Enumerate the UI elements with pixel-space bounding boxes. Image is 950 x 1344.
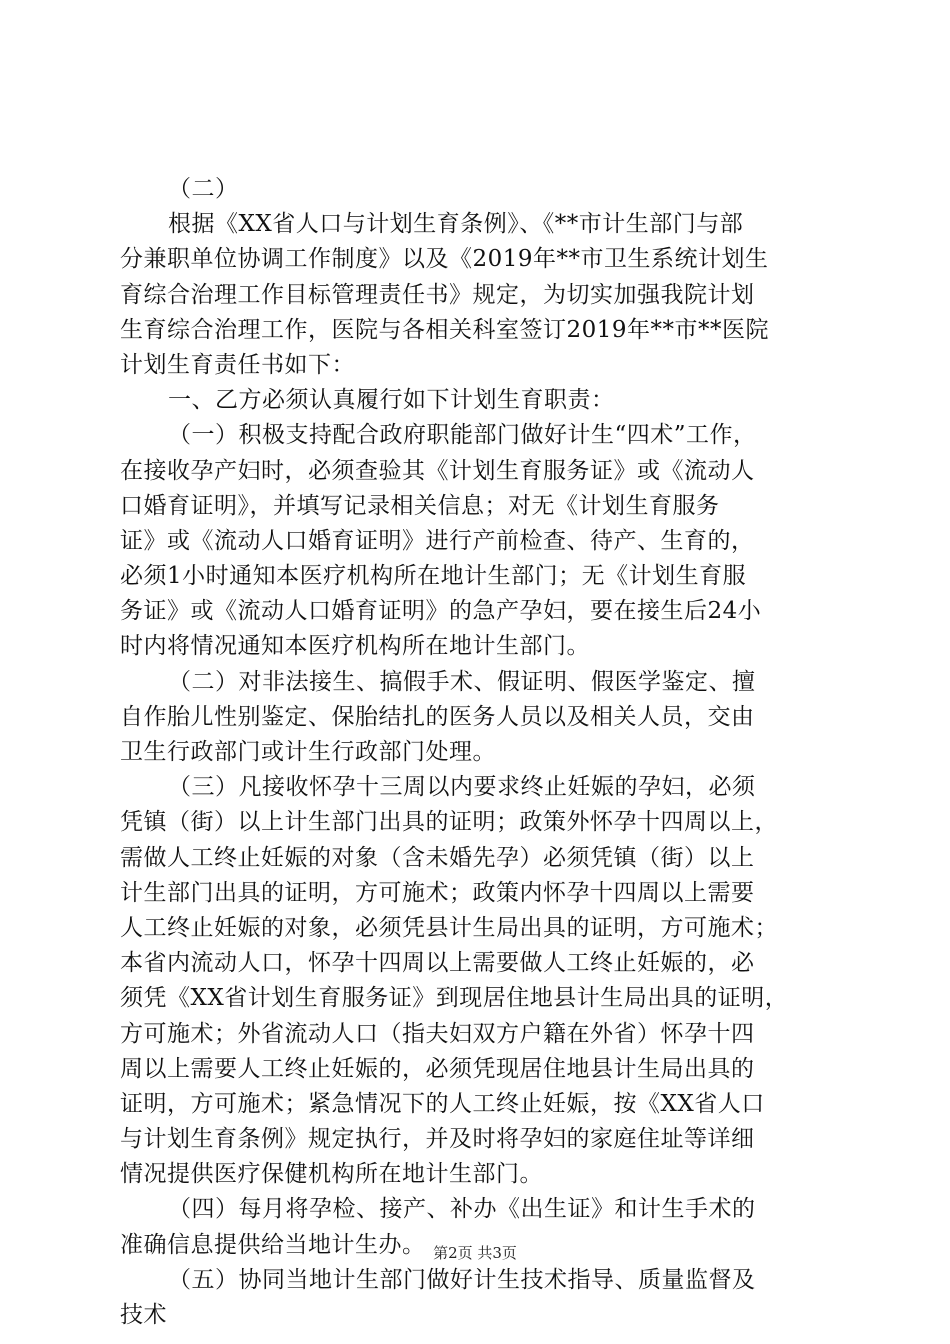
paragraph-line: （二）对非法接生、搞假手术、假证明、假医学鉴定、擅	[168, 668, 756, 695]
paragraph-line: 分兼职单位协调工作制度》以及《2019年**市卫生系统计划生	[120, 246, 769, 273]
paragraph-line: 准确信息提供给当地计生办。	[120, 1231, 426, 1258]
paragraph-line: 本省内流动人口，怀孕十四周以上需要做人工终止妊娠的，必	[120, 950, 755, 977]
section-heading: （二）	[168, 176, 239, 202]
page-number-footer: 第2页 共3页	[433, 1244, 517, 1262]
paragraph-line: 情况提供医疗保健机构所在地计生部门。	[120, 1161, 543, 1188]
paragraph-line: 证明，方可施术；紧急情况下的人工终止妊娠，按《XX省人口	[120, 1090, 765, 1117]
paragraph-line: 生育综合治理工作，医院与各相关科室签订2019年**市**医院	[120, 316, 770, 343]
document-body	[120, 172, 840, 1333]
paragraph-line: 计生部门出具的证明，方可施术；政策内怀孕十四周以上需要	[120, 879, 755, 906]
paragraph-line: 计划生育责任书如下：	[120, 351, 355, 378]
paragraph-line: 口婚育证明》，并填写记录相关信息；对无《计划生育服务	[120, 492, 720, 519]
paragraph-line: 证》或《流动人口婚育证明》进行产前检查、待产、生育的，	[120, 527, 755, 554]
paragraph-line: （三）凡接收怀孕十三周以内要求终止妊娠的孕妇，必须	[168, 774, 756, 801]
paragraph-line: 自作胎儿性别鉴定、保胎结扎的医务人员以及相关人员，交由	[120, 703, 755, 730]
paragraph-line: 周以上需要人工终止妊娠的，必须凭现居住地县计生局出具的	[120, 1055, 755, 1082]
paragraph-line: 根据《XX省人口与计划生育条例》、《**市计生部门与部	[168, 211, 744, 238]
paragraph-line: 方可施术；外省流动人口（指夫妇双方户籍在外省）怀孕十四	[120, 1020, 755, 1047]
paragraph-line: 凭镇（街）以上计生部门出具的证明；政策外怀孕十四周以上，	[120, 809, 778, 836]
paragraph-line: 技术	[120, 1302, 167, 1328]
paragraph-line: 人工终止妊娠的对象，必须凭县计生局出具的证明，方可施术；	[120, 914, 778, 941]
paragraph-line: 时内将情况通知本医疗机构所在地计生部门。	[120, 633, 590, 660]
paragraph-line: （五）协同当地计生部门做好计生技术指导、质量监督及	[168, 1266, 756, 1293]
paragraph-line: 须凭《XX省计划生育服务证》到现居住地县计生局出具的证明，	[120, 985, 789, 1012]
paragraph-line: 务证》或《流动人口婚育证明》的急产孕妇，要在接生后24小	[120, 598, 762, 625]
clause-heading: 一、乙方必须认真履行如下计划生育职责：	[168, 387, 615, 414]
paragraph-line: 在接收孕产妇时，必须查验其《计划生育服务证》或《流动人	[120, 457, 755, 484]
paragraph-line: （一）积极支持配合政府职能部门做好计生“四术”工作，	[168, 422, 757, 449]
paragraph-line: 与计划生育条例》规定执行，并及时将孕妇的家庭住址等详细	[120, 1126, 755, 1153]
paragraph-line: 需做人工终止妊娠的对象（含未婚先孕）必须凭镇（街）以上	[120, 844, 755, 871]
paragraph-line: 卫生行政部门或计生行政部门处理。	[120, 739, 496, 765]
paragraph-line: （四）每月将孕检、接产、补办《出生证》和计生手术的	[168, 1196, 756, 1223]
paragraph-line: 必须1小时通知本医疗机构所在地计生部门；无《计划生育服	[120, 563, 747, 590]
paragraph-line: 育综合治理工作目标管理责任书》规定，为切实加强我院计划	[120, 281, 755, 308]
